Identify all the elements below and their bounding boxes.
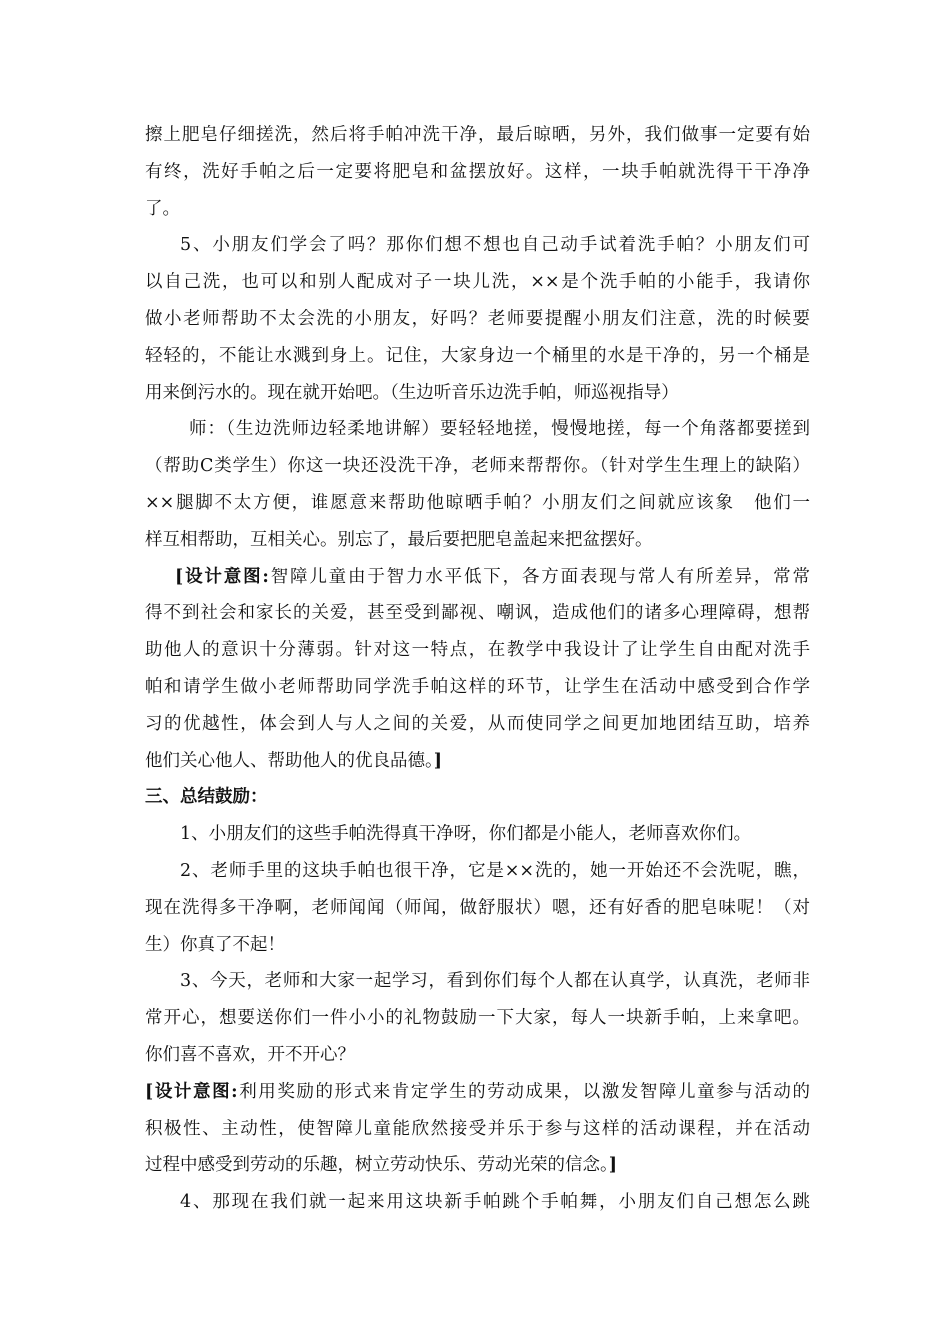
design-intent-text: 过程中感受到劳动的乐趣，树立劳动快乐、劳动光荣的信念。 [145,1155,609,1176]
design-intent-text: 他们关心他人、帮助他人的优良品德。 [145,750,434,771]
paragraph-line: 做小老师帮助不太会洗的小朋友，好吗？老师要提醒小朋友们注意，洗的时候要 [145,308,810,329]
paragraph-line: 助他人的意识十分薄弱。针对这一特点，在教学中我设计了让学生自由配对洗手 [145,640,810,661]
design-intent-line [145,559,810,596]
design-intent-line [145,1074,810,1111]
paragraph-line: 积极性、主动性，使智障儿童能欣然接受并乐于参与这样的活动课程，并在活动 [145,1118,810,1139]
design-intent-label: [设计意图: [145,1081,238,1102]
design-intent-close: ] [433,750,443,771]
paragraph-line: 帕和请学生做小老师帮助同学洗手帕这样的环节，让学生在活动中感受到合作学 [145,676,810,697]
paragraph-line: 轻轻的，不能让水溅到身上。记住，大家身边一个桶里的水是干净的，另一个桶是 [145,345,810,366]
paragraph-line [145,743,810,780]
paragraph-line: ××腿脚不太方便，谁愿意来帮助他晾晒手帕？小朋友们之间就应该象 他们一 [145,492,810,513]
paragraph-line: 3、今天，老师和大家一起学习，看到你们每个人都在认真学，认真洗，老师非 [180,971,810,992]
paragraph-line: 以自己洗，也可以和别人配成对子一块儿洗，××是个洗手帕的小能手，我请你 [145,272,810,293]
paragraph-line: 有终，洗好手帕之后一定要将肥皂和盆摆放好。这样，一块手帕就洗得干干净净 [145,161,810,182]
paragraph-line: 习的优越性，体会到人与人之间的关爱，从而使同学之间更加地团结互助，培养 [145,713,810,734]
design-intent-label: [设计意图: [175,566,269,587]
paragraph-line: 4、那现在我们就一起来用这块新手帕跳个手帕舞，小朋友们自己想怎么跳 [180,1192,810,1213]
paragraph-line: 你们喜不喜欢，开不开心？ [145,1044,355,1065]
paragraph-line: 得不到社会和家长的关爱，甚至受到鄙视、嘲讽，造成他们的诸多心理障碍，想帮 [145,603,810,624]
paragraph-line: 样互相帮助，互相关心。别忘了，最后要把肥皂盖起来把盆摆好。 [145,529,653,550]
design-intent-close: ] [608,1155,618,1176]
paragraph-line: 用来倒污水的。现在就开始吧。（生边听音乐边洗手帕，师巡视指导） [145,382,679,403]
paragraph-line: 了。 [145,198,180,219]
paragraph-line: 常开心，想要送你们一件小小的礼物鼓励一下大家，每人一块新手帕，上来拿吧。 [145,1008,810,1029]
paragraph-line: 生）你真了不起！ [145,934,285,955]
paragraph-line: 师：（生边洗师边轻柔地讲解）要轻轻地搓，慢慢地搓，每一个角落都要搓到 [189,419,810,440]
design-intent-text: 智障儿童由于智力水平低下，各方面表现与常人有所差异，常常 [268,566,810,587]
paragraph-line: 1、小朋友们的这些手帕洗得真干净呀，你们都是小能人，老师喜欢你们。 [180,824,752,845]
paragraph-line: 5、小朋友们学会了吗？那你们想不想也自己动手试着洗手帕？小朋友们可 [180,235,810,256]
paragraph-line: 擦上肥皂仔细搓洗，然后将手帕冲洗干净，最后晾晒，另外，我们做事一定要有始 [145,125,810,145]
section-heading: 三、总结鼓励： [145,787,268,808]
paragraph-line: （帮助C类学生）你这一块还没洗干净，老师来帮帮你。（针对学生生理上的缺陷） [145,456,810,477]
paragraph-line [145,1147,810,1184]
paragraph-line: 现在洗得多干净啊，老师闻闻（师闻，做舒服状）嗯，还有好香的肥皂味呢！（对 [145,897,810,918]
design-intent-text: 利用奖励的形式来肯定学生的劳动成果，以激发智障儿童参与活动的 [237,1081,810,1102]
paragraph-line: 2、老师手里的这块手帕也很干净，它是××洗的，她一开始还不会洗呢，瞧， [180,860,810,881]
